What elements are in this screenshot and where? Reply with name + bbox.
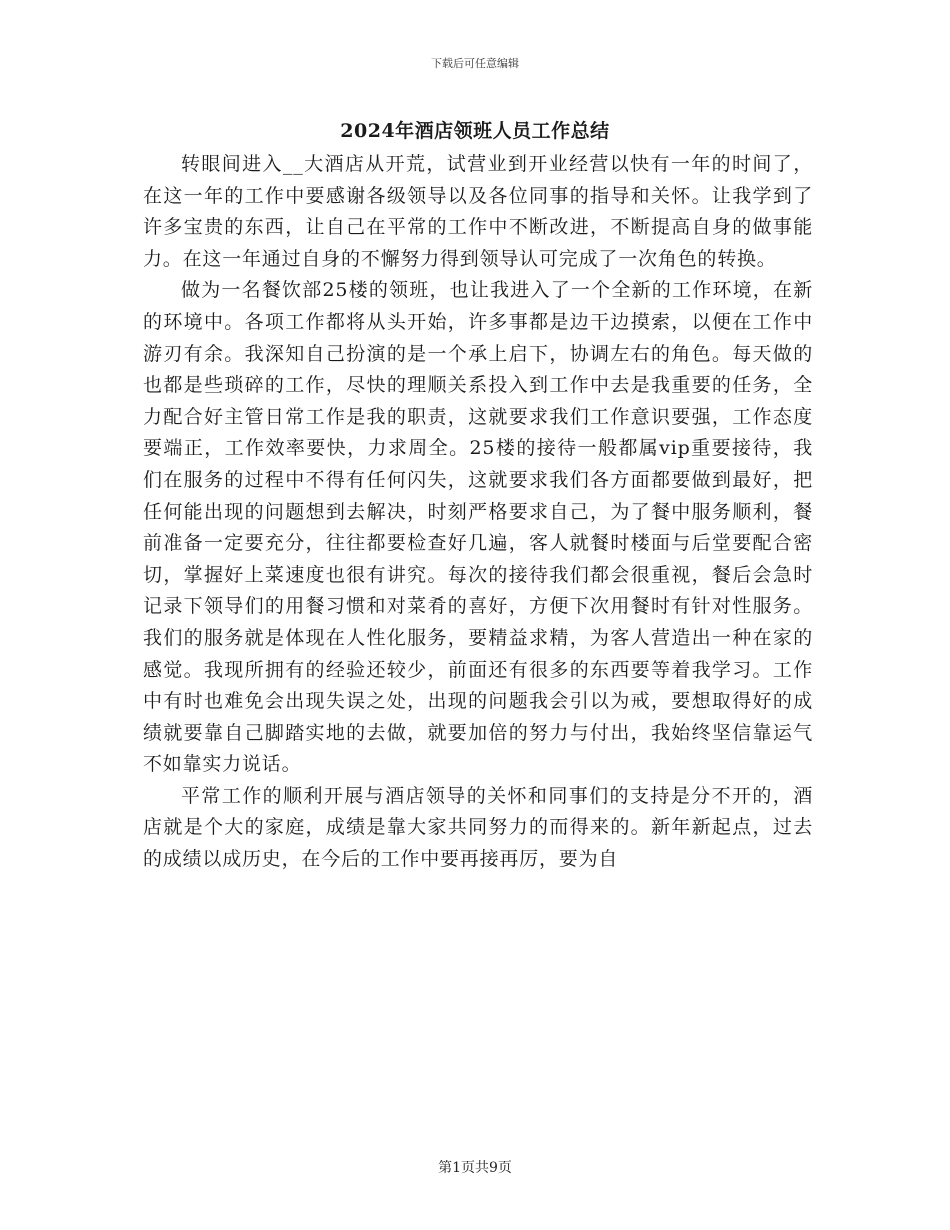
header-note: 下载后可任意编辑 (431, 57, 519, 70)
document-body (143, 149, 813, 876)
document-title: 2024年酒店领班人员工作总结 (340, 120, 610, 142)
paragraph-1: 转眼间进入__大酒店从开荒，试营业到开业经营以快有一年的时间了，在这一年的工作中要感谢各级领导以及各位同事的指导和关怀。让我学到了许多宝贵的东西，让自己在平常的工作中不断改进，不断提高自身的做事能力。在这一年通过自身的不懈努力得到领导认可完成了一次角色的转换。 (143, 153, 813, 270)
paragraph-2: 做为一名餐饮部25楼的领班，也让我进入了一个全新的工作环境，在新的环境中。各项工作都将从头开始，许多事都是边干边摸索，以便在工作中游刃有余。我深知自己扮演的是一个承上启下，协调左右的角色。每天做的也都是些琐碎的工作，尽快的理顺关系投入到工作中去是我重要的任务，全力配合好主管日常工作是我的职责，这就要求我们工作意识要强，工作态度要端正，工作效率要快，力求周全。25楼的接待一般都属vip重要接待，我们在服务的过程中不得有任何闪失，这就要求我们各方面都要做到最好，把任何能出现的问题想到去解决，时刻严格要求自己，为了餐中服务顺利，餐前准备一定要充分，往往都要检查好几遍，客人就餐时楼面与后堂要配合密切，掌握好上菜速度也很有讲究。每次的接待我们都会很重视，餐后会急时记录下领导们的用餐习惯和对菜肴的喜好，方便下次用餐时有针对性服务。我们的服务就是体现在人性化服务，要精益求精，为客人营造出一种在家的感觉。我现所拥有的经验还较少，前面还有很多的东西要等着我学习。工作中有时也难免会出现失误之处，出现的问题我会引以为戒，要想取得好的成绩就要靠自己脚踏实地的去做，就要加倍的努力与付出，我始终坚信靠运气不如靠实力说话。 (143, 279, 813, 776)
paragraph-3: 平常工作的顺利开展与酒店领导的关怀和同事们的支持是分不开的，酒店就是个大的家庭，成绩是靠大家共同努力的而得来的。新年新起点，过去的成绩以成历史，在今后的工作中要再接再厉，要为自 (143, 784, 813, 871)
page-footer: 第1页共9页 (438, 1160, 512, 1176)
